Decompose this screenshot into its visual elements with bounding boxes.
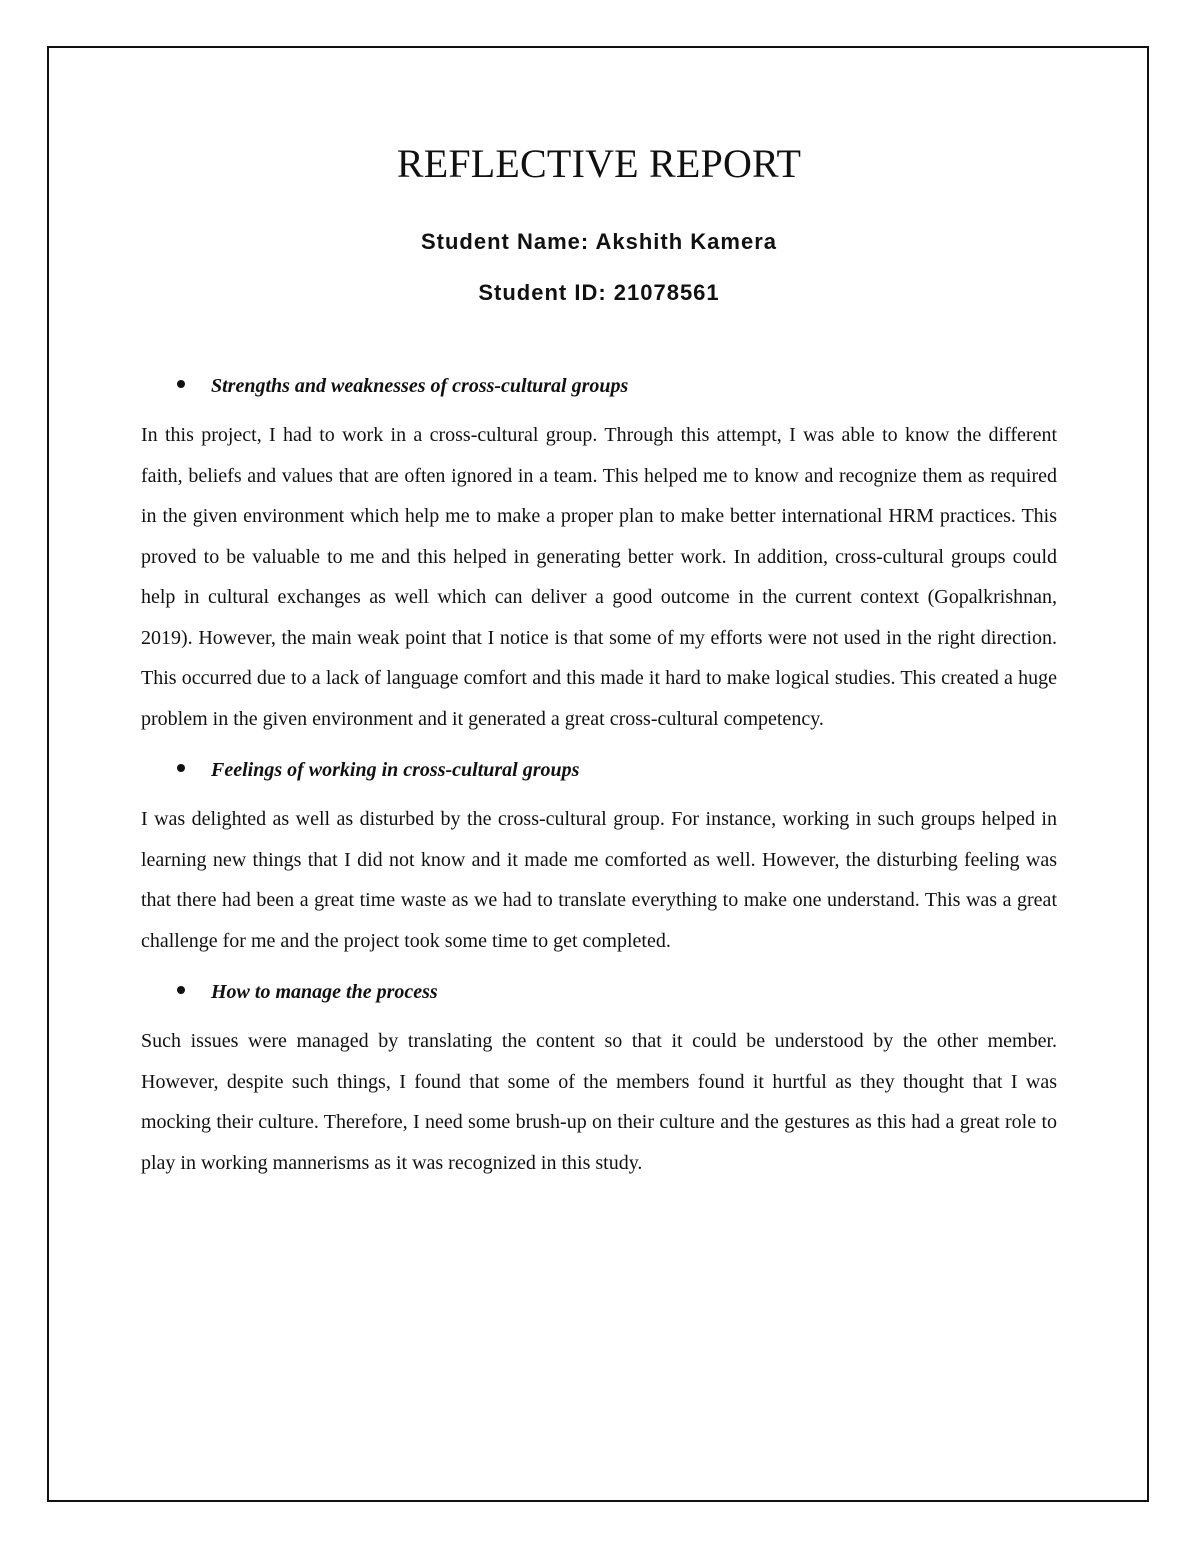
section-heading-text: How to manage the process: [211, 981, 438, 1003]
student-name: Student Name: Akshith Kamera: [420, 229, 778, 254]
section-strengths-weaknesses: [141, 371, 1057, 739]
student-id: Student ID: 21078561: [478, 280, 720, 305]
section-heading: [141, 977, 1057, 1007]
document-title: REFLECTIVE REPORT: [396, 141, 802, 186]
section-body: I was delighted as well as disturbed by the cross-cultural group. For instance, working in such groups helped in learning new things that I did not know and it made me comforted as well. However, the disturbing feeling was that there had been a great time waste as we had to translate everything to make one understand. This was a great challenge for me and the project took some time to get completed.: [141, 808, 1057, 952]
section-heading: [141, 371, 1057, 401]
section-heading: [141, 755, 1057, 785]
section-body: In this project, I had to work in a cross-cultural group. Through this attempt, I was able to know the different faith, beliefs and values that are often ignored in a team. This helped me to know and recognize them as required in the given environment which help me to make a proper plan to make better international HRM practices. This proved to be valuable to me and this helped in generating better work. In addition, cross-cultural groups could help in cultural exchanges as well which can deliver a good outcome in the current context (Gopalkrishnan, 2019). However, the main weak point that I notice is that some of my efforts were not used in the right direction. This occurred due to a lack of language comfort and this made it hard to make logical studies. This created a huge problem in the given environment and it generated a great cross-cultural competency.: [141, 424, 1057, 730]
section-heading-text: Feelings of working in cross-cultural groups: [211, 759, 580, 781]
section-body: Such issues were managed by translating the content so that it could be understood by the other member. However, despite such things, I found that some of the members found it hurtful as they thought that I was mocking their culture. Therefore, I need some brush-up on their culture and the gestures as this had a great role to play in working mannerisms as it was recognized in this study.: [141, 1030, 1057, 1174]
bullet-icon: [177, 986, 185, 994]
section-heading-text: Strengths and weaknesses of cross-cultural groups: [211, 375, 629, 397]
bullet-icon: [177, 764, 185, 772]
section-manage-process: [141, 977, 1057, 1183]
bullet-icon: [177, 380, 185, 388]
section-feelings: [141, 755, 1057, 961]
document-content: [141, 138, 1057, 1183]
